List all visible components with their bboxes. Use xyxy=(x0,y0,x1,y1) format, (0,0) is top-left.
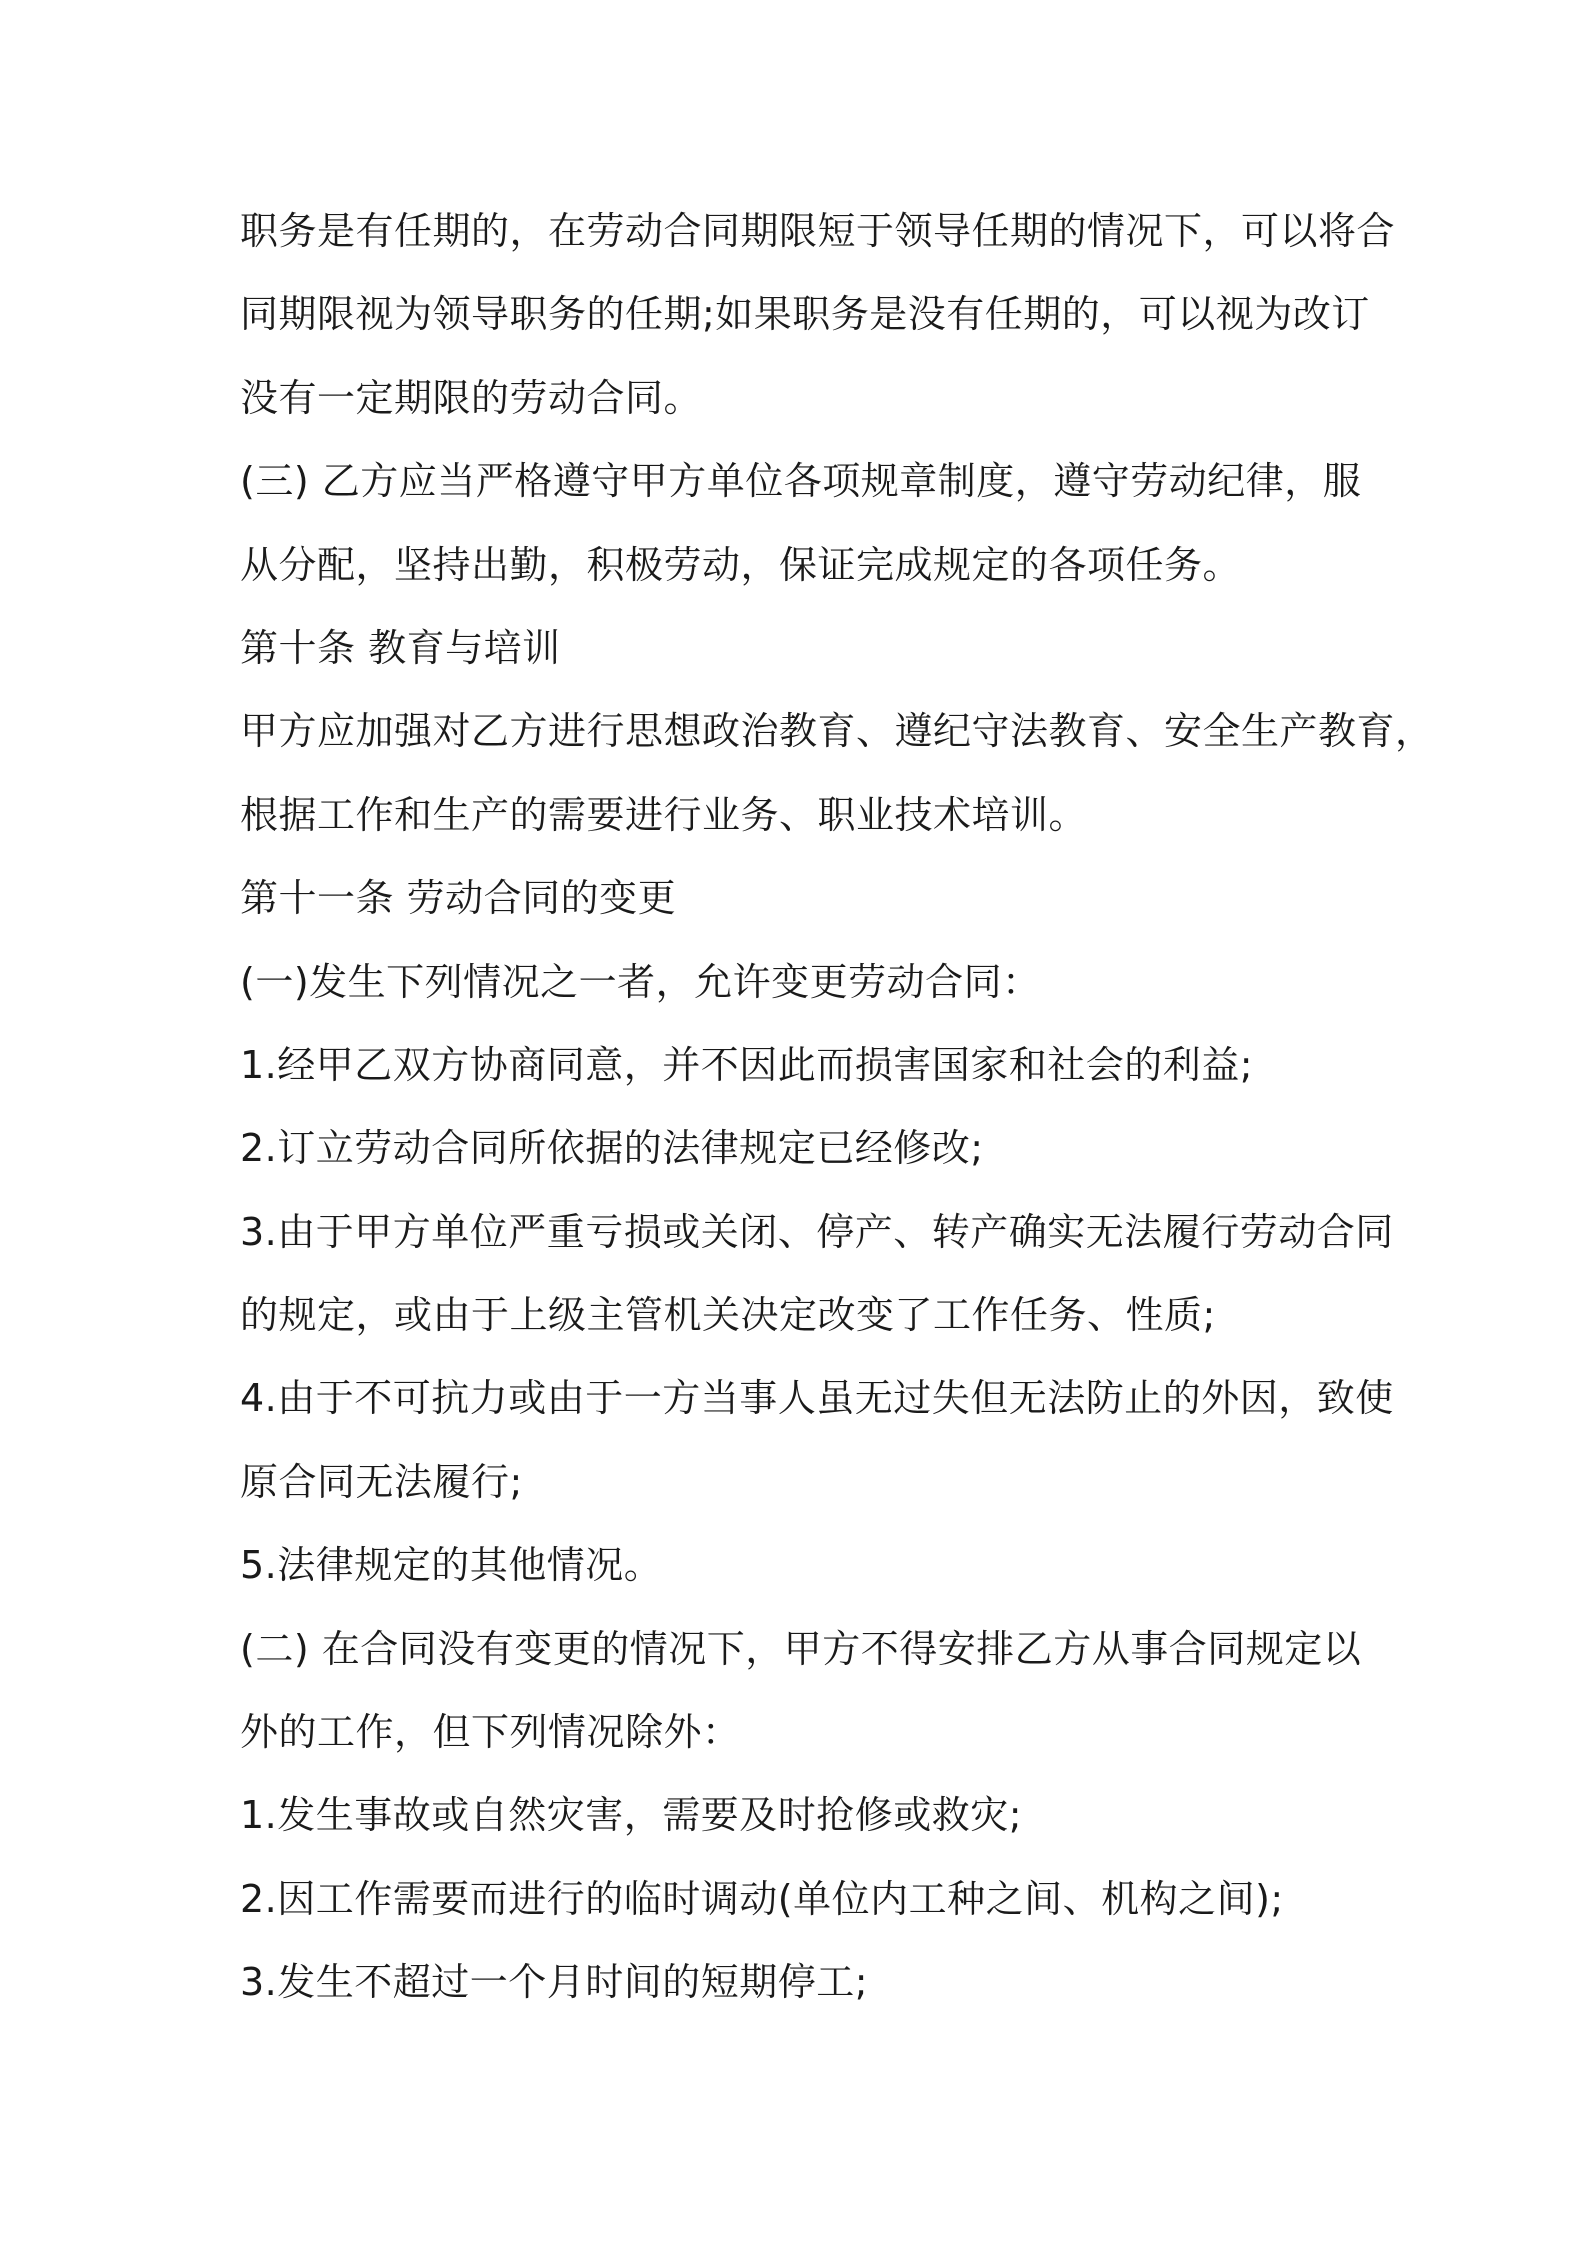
text-line: 没有一定期限的劳动合同。 xyxy=(240,375,703,420)
document-body xyxy=(240,190,1434,2025)
text-line: 甲方应加强对乙方进行思想政治教育、遵纪守法教育、安全生产教育， xyxy=(240,709,1434,754)
article-10-heading: 第十条 教育与培训 xyxy=(240,625,561,670)
list-item: 1.发生事故或自然灾害，需要及时抢修或救灾; xyxy=(240,1793,1023,1838)
list-item: 2.因工作需要而进行的临时调动(单位内工种之间、机构之间); xyxy=(240,1876,1284,1921)
list-item: 3.发生不超过一个月时间的短期停工; xyxy=(240,1960,869,2005)
list-item: 2.订立劳动合同所依据的法律规定已经修改; xyxy=(240,1126,984,1171)
text-line: 职务是有任期的，在劳动合同期限短于领导任期的情况下，可以将合 xyxy=(240,209,1396,253)
text-line: 原合同无法履行; xyxy=(240,1459,523,1504)
list-item: 3.由于甲方单位严重亏损或关闭、停产、转产确实无法履行劳动合同 xyxy=(240,1209,1394,1254)
list-item: 1.经甲乙双方协商同意，并不因此而损害国家和社会的利益; xyxy=(240,1042,1254,1087)
clause-3-line: (三) 乙方应当严格遵守甲方单位各项规章制度，遵守劳动纪律，服 xyxy=(240,459,1362,504)
list-item: 5.法律规定的其他情况。 xyxy=(240,1543,663,1588)
clause-1-line: (一)发生下列情况之一者，允许变更劳动合同： xyxy=(240,959,1041,1004)
text-line: 外的工作，但下列情况除外： xyxy=(240,1710,741,1755)
text-line: 的规定，或由于上级主管机关决定改变了工作任务、性质; xyxy=(240,1293,1216,1338)
article-11-heading: 第十一条 劳动合同的变更 xyxy=(240,876,677,921)
text-line: 同期限视为领导职务的任期;如果职务是没有任期的，可以视为改订 xyxy=(240,292,1370,337)
text-line: 根据工作和生产的需要进行业务、职业技术培训。 xyxy=(240,792,1088,837)
list-item: 4.由于不可抗力或由于一方当事人虽无过失但无法防止的外因，致使 xyxy=(240,1376,1394,1421)
clause-2-line: (二) 在合同没有变更的情况下，甲方不得安排乙方从事合同规定以 xyxy=(240,1626,1362,1671)
text-line: 从分配，坚持出勤，积极劳动，保证完成规定的各项任务。 xyxy=(240,542,1242,587)
